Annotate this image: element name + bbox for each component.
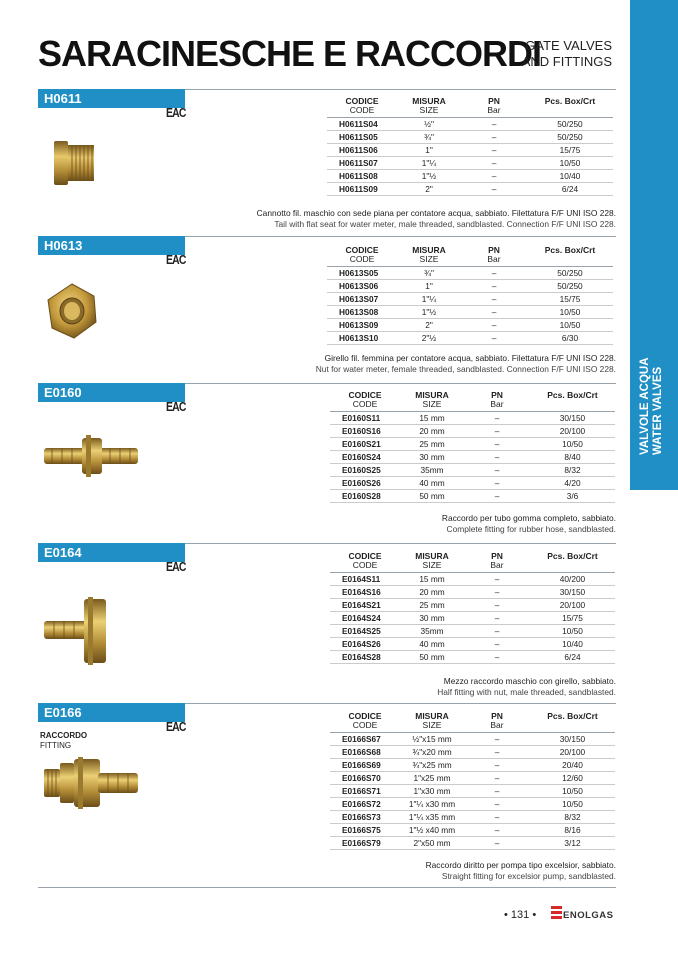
- section-e0166: [38, 703, 616, 885]
- side-tab-label: [639, 357, 665, 455]
- col-size: MISURA SIZE: [412, 96, 446, 115]
- table-row: H0613S09 2" – 10/50: [327, 319, 613, 332]
- table-row: H0611S08 1"½ – 10/40: [327, 170, 613, 183]
- section-e0164: [38, 543, 616, 698]
- table-row: E0160S21 25 mm – 10/50: [330, 438, 615, 451]
- product-image-hose-fitting: [42, 433, 142, 479]
- spec-table: [327, 97, 613, 196]
- eac-mark: EAC: [166, 252, 186, 267]
- col-size: MISURA SIZE: [412, 245, 446, 264]
- section-label: E0166: [38, 703, 185, 722]
- eac-mark: EAC: [166, 399, 186, 414]
- footer-divider: [38, 887, 616, 888]
- product-description: [257, 208, 616, 230]
- table-row: E0164S25 35mm – 10/50: [330, 625, 615, 638]
- section-label: H0613: [38, 236, 185, 255]
- col-size: MISURA SIZE: [415, 390, 449, 409]
- col-pcs: Pcs. Box/Crt: [547, 711, 598, 721]
- subtitle-line-1: GATE VALVES: [525, 38, 612, 53]
- col-pn: PN Bar: [490, 711, 504, 730]
- subtitle-line-2: AND FITTINGS: [521, 54, 612, 69]
- table-row: E0166S69 ¾"x25 mm – 20/40: [330, 759, 615, 772]
- product-description: [437, 676, 616, 698]
- description-en: Half fitting with nut, male threaded, sandblasted.: [437, 687, 616, 697]
- description-it: Raccordo per tubo gomma completo, sabbiato.: [441, 513, 616, 523]
- table-row: H0613S07 1"¼ – 15/75: [327, 293, 613, 306]
- col-pcs: Pcs. Box/Crt: [547, 551, 598, 561]
- table-row: E0164S28 50 mm – 6/24: [330, 651, 615, 664]
- table-row: E0166S73 1"¼ x35 mm – 8/32: [330, 811, 615, 824]
- page-subtitle: [522, 38, 612, 70]
- table-row: H0613S06 1" – 50/250: [327, 280, 613, 293]
- description-it: Girello fil. femmina per contatore acqua, sabbiato. Filettatura F/F UNI ISO 228.: [324, 353, 616, 363]
- table-row: E0166S71 1"x30 mm – 10/50: [330, 785, 615, 798]
- table-row: H0611S07 1"¼ – 10/50: [327, 157, 613, 170]
- description-it: Raccordo diritto per pompa tipo excelsior, sabbiato.: [425, 860, 616, 870]
- table-row: E0160S16 20 mm – 20/100: [330, 425, 615, 438]
- col-pcs: Pcs. Box/Crt: [547, 390, 598, 400]
- table-row: E0164S26 40 mm – 10/40: [330, 638, 615, 651]
- product-image-straight-fitting: [42, 755, 142, 811]
- col-code: CODICE CODE: [348, 711, 382, 730]
- section-subtitle: [40, 731, 87, 751]
- col-pcs: Pcs. Box/Crt: [544, 96, 596, 106]
- subtitle-it: RACCORDO: [40, 731, 88, 740]
- col-pn: PN Bar: [487, 96, 501, 115]
- table-row: E0160S28 50 mm – 3/6: [330, 490, 615, 503]
- section-label: E0160: [38, 383, 185, 402]
- col-size: MISURA SIZE: [415, 711, 449, 730]
- section-h0611: [38, 89, 616, 234]
- eac-mark: EAC: [166, 719, 186, 734]
- section-h0613: [38, 236, 616, 381]
- table-row: E0166S79 2"x50 mm – 3/12: [330, 837, 615, 850]
- table-row: H0611S05 ¾" – 50/250: [327, 131, 613, 144]
- table-row: E0166S75 1"½ x40 mm – 8/16: [330, 824, 615, 837]
- table-row: E0164S24 30 mm – 15/75: [330, 612, 615, 625]
- col-code: CODICE CODE: [348, 551, 382, 570]
- enolgas-logo-icon: [551, 906, 562, 920]
- eac-mark: EAC: [166, 105, 186, 120]
- description-en: Straight fitting for excelsior pump, sandblasted.: [441, 871, 616, 881]
- product-image-nut: [42, 280, 102, 344]
- table-row: H0611S09 2" – 6/24: [327, 183, 613, 196]
- table-row: E0160S11 15 mm – 30/150: [330, 412, 615, 425]
- col-pn: PN Bar: [490, 551, 504, 570]
- product-description: [442, 513, 616, 535]
- col-pn: PN Bar: [487, 245, 501, 264]
- side-tab-line-1: VALVOLE ACQUA: [639, 357, 651, 455]
- spec-table: [330, 552, 615, 664]
- table-row: E0160S24 30 mm – 8/40: [330, 451, 615, 464]
- product-description: [316, 353, 616, 375]
- product-image-tail: [42, 137, 102, 189]
- spec-table: [330, 391, 615, 503]
- spec-table: [327, 246, 613, 345]
- table-row: E0166S70 1"x25 mm – 12/60: [330, 772, 615, 785]
- side-tab-line-2: WATER VALVES: [652, 366, 664, 455]
- subtitle-en: FITTING: [40, 741, 72, 750]
- table-row: E0164S11 15 mm – 40/200: [330, 573, 615, 586]
- table-row: H0613S05 ¾" – 50/250: [327, 267, 613, 280]
- description-it: Cannotto fil. maschio con sede piana per contatore acqua, sabbiato. Filettatura F/F UNI ISO 228.: [256, 208, 616, 218]
- section-label: H0611: [38, 89, 185, 108]
- description-it: Mezzo raccordo maschio con girello, sabbiato.: [443, 676, 616, 686]
- table-row: E0166S72 1"¼ x30 mm – 10/50: [330, 798, 615, 811]
- page-number: • 131 •: [504, 909, 537, 921]
- table-row: E0160S26 40 mm – 4/20: [330, 477, 615, 490]
- page-title: SARACINESCHE E RACCORDI: [38, 33, 542, 74]
- table-row: E0166S68 ¾"x20 mm – 20/100: [330, 746, 615, 759]
- product-image-half-fitting: [42, 595, 112, 667]
- col-code: CODICE CODE: [345, 245, 379, 264]
- col-code: CODICE CODE: [345, 96, 379, 115]
- col-pcs: Pcs. Box/Crt: [544, 245, 596, 255]
- col-code: CODICE CODE: [348, 390, 382, 409]
- table-row: H0611S04 ½" – 50/250: [327, 118, 613, 131]
- description-en: Tail with flat seat for water meter, male threaded, sandblasted. Connection F/F UNI ISO 228.: [274, 219, 616, 229]
- eac-mark: EAC: [166, 559, 186, 574]
- description-en: Nut for water meter, female threaded, sandblasted. Connection F/F UNI ISO 228.: [315, 364, 616, 374]
- table-row: H0613S10 2"½ – 6/30: [327, 332, 613, 345]
- product-description: [426, 860, 616, 882]
- table-row: E0166S67 ½"x15 mm – 30/150: [330, 733, 615, 746]
- spec-table: [330, 712, 615, 850]
- brand-name: ENOLGAS: [563, 910, 614, 921]
- table-row: E0160S25 35mm – 8/32: [330, 464, 615, 477]
- col-pn: PN Bar: [490, 390, 504, 409]
- description-en: Complete fitting for rubber hose, sandblasted.: [446, 524, 616, 534]
- section-label: E0164: [38, 543, 185, 562]
- table-row: E0164S16 20 mm – 30/150: [330, 586, 615, 599]
- table-row: H0611S06 1" – 15/75: [327, 144, 613, 157]
- section-e0160: [38, 383, 616, 538]
- table-row: H0613S08 1"½ – 10/50: [327, 306, 613, 319]
- col-size: MISURA SIZE: [415, 551, 449, 570]
- table-row: E0164S21 25 mm – 20/100: [330, 599, 615, 612]
